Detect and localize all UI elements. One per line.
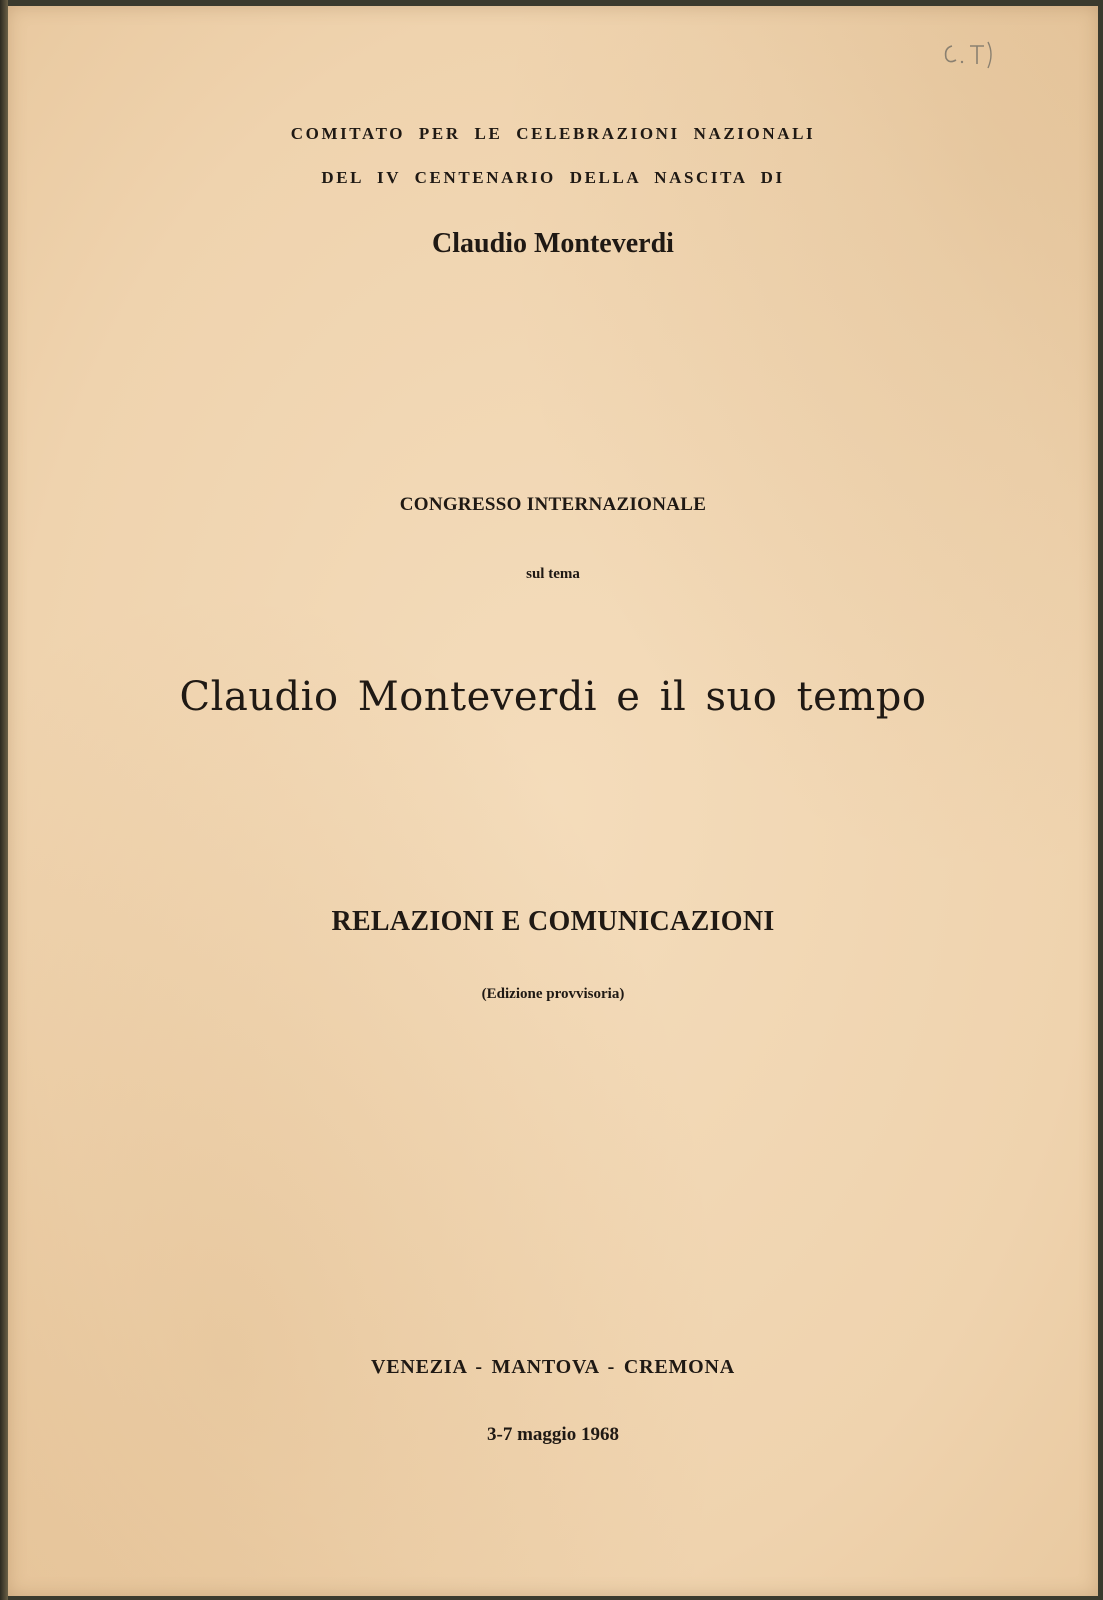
event-dates: 3-7 maggio 1968: [487, 1424, 619, 1445]
committee-line-2: DEL IV CENTENARIO DELLA NASCITA DI: [321, 168, 785, 187]
congress-subtitle: sul tema: [526, 566, 580, 582]
honoree-name: Claudio Monteverdi: [432, 228, 674, 259]
congress-heading: CONGRESSO INTERNAZIONALE: [399, 494, 707, 515]
cities: VENEZIA - MANTOVA - CREMONA: [370, 1356, 735, 1378]
committee-line-1: COMITATO PER LE CELEBRAZIONI NAZIONALI: [290, 124, 816, 143]
pencil-mark-icon: [938, 36, 998, 76]
edition-note: (Edizione provvisoria): [481, 986, 625, 1002]
book-spine-edge: [0, 0, 8, 1600]
main-title: Claudio Monteverdi e il suo tempo: [179, 674, 927, 720]
section-heading: RELAZIONI E COMUNICAZIONI: [331, 906, 775, 937]
book-cover: [8, 6, 1098, 1596]
